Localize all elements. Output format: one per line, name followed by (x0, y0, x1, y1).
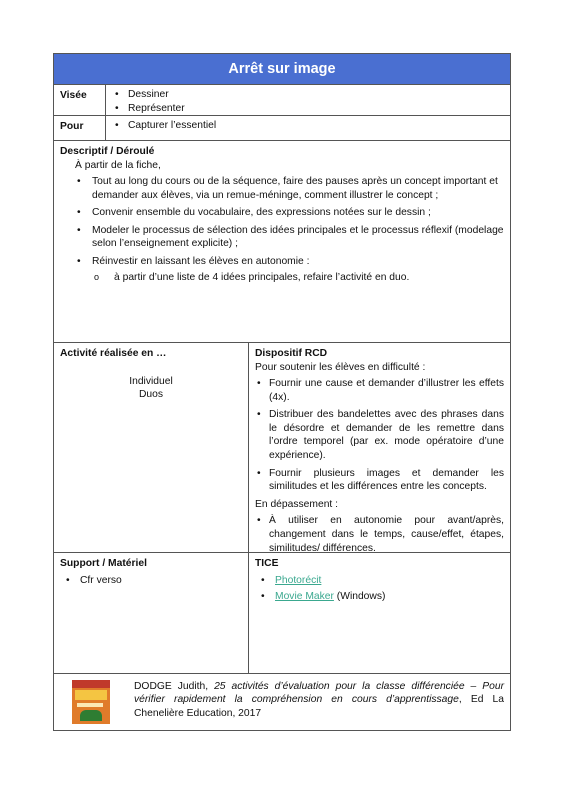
list-item (255, 590, 504, 604)
list-item (255, 574, 504, 588)
support-heading: Support / Matériel (60, 558, 147, 569)
list-item: • Fournir plusieurs images et demander les similitudes et les différences entre les concepts. (255, 467, 504, 494)
rcd-depassement-list (255, 514, 504, 555)
list-item: • Distribuer des bandelettes avec des phrases dans le désordre et demander de les remettre dans l’ordre temporel (par ex. mode opératoire d’une expérience). (255, 408, 504, 462)
sub-list (92, 271, 504, 285)
pour-row (54, 116, 510, 141)
movie-maker-link[interactable]: Movie Maker (275, 591, 334, 603)
rcd-cell (249, 343, 510, 552)
mode-individuel: Individuel (129, 375, 173, 387)
list-item: • À utiliser en autonomie pour avant/après, changement dans le temps, cause/effet, étapes, similitudes/ différences. (255, 514, 504, 555)
descriptif-list (60, 175, 504, 284)
pour-label: Pour (54, 116, 106, 140)
list-item: • Modeler le processus de sélection des idées principales et le processus réflexif (modelage selon l’enseignement explicite) ; (60, 224, 504, 251)
activite-heading: Activité réalisée en … (60, 348, 167, 359)
descriptif-intro: À partir de la fiche, (75, 159, 161, 171)
support-cell (54, 553, 249, 673)
rcd-heading: Dispositif RCD (255, 348, 328, 359)
descriptif-section (54, 141, 510, 343)
activity-sheet (53, 53, 511, 731)
visee-list (106, 88, 510, 115)
rcd-depassement-intro: En dépassement : (255, 498, 338, 510)
photorecit-link[interactable]: Photorécit (275, 574, 322, 586)
reference-publisher: , Ed La Chenelière Education, 2017 (134, 694, 504, 719)
reference-author: DODGE Judith, (134, 681, 215, 692)
list-item: • Convenir ensemble du vocabulaire, des expressions notées sur le dessin ; (60, 206, 504, 220)
visee-row (54, 85, 510, 116)
support-tice-row (54, 553, 510, 674)
list-item: • Tout au long du cours ou de la séquence, faire des pauses après un concept important et demander aux élèves, via un remue-méninge, comment illustrer le concept ; (60, 175, 504, 202)
visee-label: Visée (54, 85, 106, 115)
list-item: • Représenter (106, 102, 510, 116)
list-item-text: Réinvestir en laissant les élèves en autonomie : (92, 256, 310, 268)
activite-rcd-row (54, 343, 510, 553)
mode-duos: Duos (138, 389, 164, 401)
support-list (60, 574, 242, 588)
list-item (60, 255, 504, 284)
page-title: Arrêt sur image (54, 54, 510, 85)
activite-cell (54, 343, 249, 552)
sub-list-item: o à partir d’une liste de 4 idées principales, refaire l’activité en duo. (92, 271, 504, 285)
reference-section (54, 674, 510, 724)
list-item: • Fournir une cause et demander d’illustrer les effets (4x). (255, 377, 504, 404)
descriptif-heading: Descriptif / Déroulé (60, 146, 155, 157)
list-item: • Capturer l’essentiel (106, 119, 510, 133)
pour-list (106, 119, 510, 133)
tice-heading: TICE (255, 558, 279, 569)
book-cover-image (72, 680, 110, 724)
reference-text (134, 680, 504, 724)
rcd-difficulty-intro: Pour soutenir les élèves en difficulté : (255, 361, 426, 373)
tice-cell (249, 553, 510, 673)
tice-list (255, 574, 504, 604)
list-item: • Cfr verso (60, 574, 242, 588)
reference-book-title: 25 activités d’évaluation pour la classe différenciée – Pour vérifier rapidement la compréhension en cours d’apprentissage (134, 681, 505, 706)
movie-maker-suffix: (Windows) (333, 591, 386, 603)
rcd-difficulty-list (255, 377, 504, 494)
list-item: • Dessiner (106, 88, 510, 102)
